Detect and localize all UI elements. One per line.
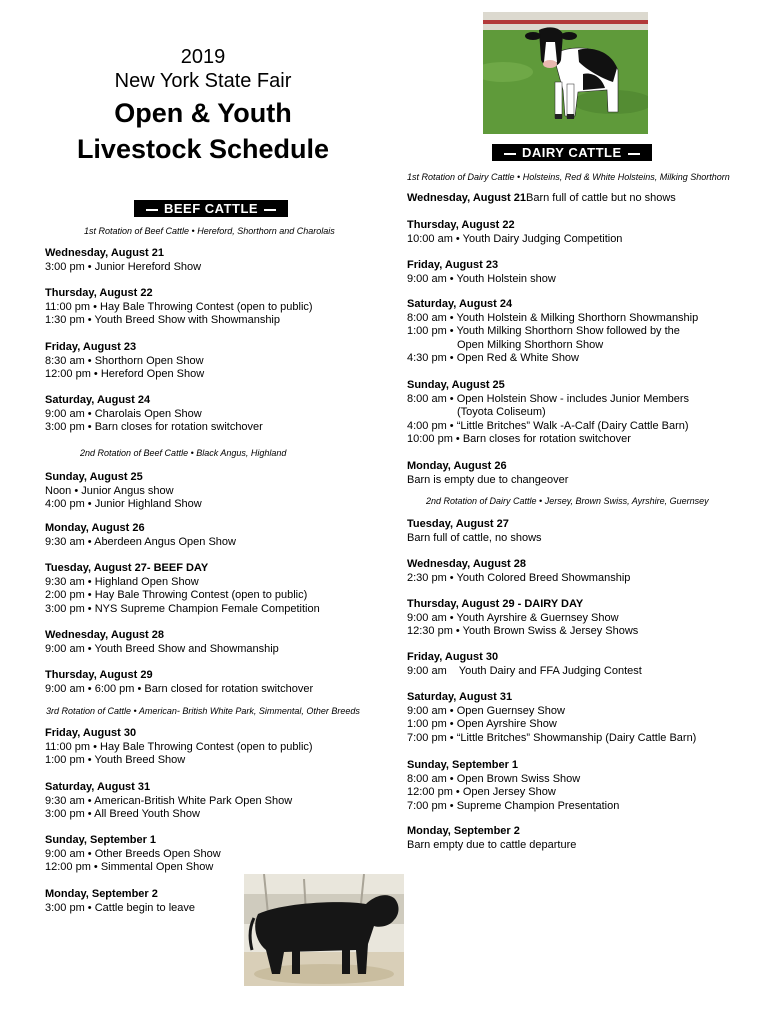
day-date: Wednesday, August 21 [407, 192, 526, 204]
schedule-day [407, 219, 622, 246]
event-line: 12:00 pm • Simmental Open Show [45, 861, 214, 873]
holstein-cow-photo [483, 12, 648, 134]
event-line: 7:00 pm • Supreme Champion Presentation [407, 799, 620, 812]
schedule-day [407, 259, 556, 286]
event-line: 3:00 pm • Junior Hereford Show [45, 260, 202, 273]
day-date: Wednesday, August 28 [45, 629, 164, 641]
day-date: Saturday, August 24 [45, 394, 151, 406]
day-date: Saturday, August 31 [45, 781, 151, 793]
schedule-day [45, 471, 202, 512]
event-line: 8:00 am • Open Holstein Show - includes Junior Members [407, 392, 690, 405]
event-line: 10:00 pm • Barn closes for rotation switchover [407, 433, 631, 445]
event-line: Barn full of cattle, no shows [407, 531, 542, 544]
event-line: (Toyota Coliseum) [457, 406, 546, 418]
day-date: Tuesday, August 27- BEEF DAY [45, 562, 209, 574]
day-date: Thursday, August 29 - DAIRY DAY [407, 598, 584, 610]
event-line: 3:00 pm • Cattle begin to leave [45, 901, 195, 914]
event-line: 9:00 am • Other Breeds Open Show [45, 847, 221, 860]
event-line: 8:00 am • Open Brown Swiss Show [407, 772, 581, 785]
event-line: 1:00 pm • Youth Milking Shorthorn Show followed by the [407, 325, 680, 337]
event-line: Open Milking Shorthorn Show [457, 338, 604, 351]
event-line: Noon • Junior Angus show [45, 484, 174, 497]
schedule-day [45, 629, 279, 656]
day-date: Thursday, August 22 [407, 219, 515, 231]
event-line: 12:00 pm • Open Jersey Show [407, 786, 556, 798]
event-line: 9:30 am • American-British White Park Open Show [45, 794, 293, 807]
day-date: Sunday, August 25 [407, 379, 505, 391]
event-line: 2:00 pm • Hay Bale Throwing Contest (open to public) [45, 589, 308, 601]
day-date: Sunday, August 25 [45, 471, 143, 483]
event-line: 9:00 am • Open Guernsey Show [407, 704, 565, 717]
event-line: 9:00 am • Youth Breed Show and Showmanship [45, 642, 279, 655]
day-date: Monday, August 26 [45, 522, 145, 534]
event-line: 3:00 pm • NYS Supreme Champion Female Competition [45, 602, 320, 615]
event-line: 1:00 pm • Open Ayrshire Show [407, 718, 557, 730]
event-line: Barn is empty due to changeover [407, 473, 569, 486]
day-date: Wednesday, August 28 [407, 558, 526, 570]
dash-icon [628, 153, 640, 155]
header-year: 2019 [180, 46, 226, 68]
day-date: Friday, August 23 [407, 259, 499, 271]
event-line: 3:00 pm • Barn closes for rotation switchover [45, 421, 263, 433]
dairy-rotation-2: 2nd Rotation of Dairy Cattle • Jersey, Brown Swiss, Ayrshire, Guernsey [426, 496, 709, 506]
schedule-day [407, 691, 696, 745]
event-line: 8:00 am • Youth Holstein & Milking Shorthorn Showmanship [407, 311, 699, 324]
header-fair: New York State Fair [114, 70, 292, 92]
schedule-day [407, 379, 689, 447]
beef-banner-label: BEEF CATTLE [164, 201, 259, 216]
event-line: 4:30 pm • Open Red & White Show [407, 352, 579, 364]
schedule-day [407, 298, 698, 366]
beef-rotation-1: 1st Rotation of Beef Cattle • Hereford, Shorthorn and Charolais [84, 226, 335, 236]
day-date: Sunday, September 1 [407, 759, 519, 771]
day-date: Tuesday, August 27 [407, 518, 509, 530]
schedule-day [407, 192, 676, 206]
beef-rotation-2: 2nd Rotation of Beef Cattle • Black Angus, Highland [80, 448, 287, 458]
event-line: 12:00 pm • Hereford Open Show [45, 368, 205, 380]
day-date: Friday, August 23 [45, 341, 137, 353]
dairy-cattle-banner [492, 144, 652, 161]
schedule-day [45, 562, 320, 616]
day-date: Monday, August 26 [407, 460, 507, 472]
day-date: Friday, August 30 [45, 727, 137, 739]
event-line: 2:30 pm • Youth Colored Breed Showmanship [407, 571, 631, 584]
schedule-day [45, 888, 195, 915]
schedule-day [45, 287, 313, 328]
event-line: 8:30 am • Shorthorn Open Show [45, 354, 204, 367]
event-line: 9:00 am • 6:00 pm • Barn closed for rotation switchover [45, 682, 314, 695]
event-line: Barn empty due to cattle departure [407, 838, 577, 851]
event-line: 1:00 pm • Youth Breed Show [45, 754, 186, 766]
schedule-day [407, 558, 630, 585]
day-date: Thursday, August 29 [45, 669, 153, 681]
schedule-day [407, 825, 576, 852]
event-line: 9:00 am Youth Dairy and FFA Judging Contest [407, 664, 642, 677]
day-date: Thursday, August 22 [45, 287, 153, 299]
schedule-day [407, 651, 642, 678]
event-line: 7:00 pm • “Little Britches” Showmanship (Dairy Cattle Barn) [407, 731, 697, 744]
event-line: 9:00 am • Youth Ayrshire & Guernsey Show [407, 611, 619, 624]
event-line: 4:00 pm • Junior Highland Show [45, 498, 202, 510]
schedule-day [45, 669, 313, 696]
angus-bull-photo [244, 874, 404, 986]
schedule-day [45, 394, 263, 435]
schedule-day [407, 518, 542, 545]
dash-icon [146, 209, 158, 211]
event-line: 9:00 am • Charolais Open Show [45, 407, 202, 420]
schedule-day [45, 341, 204, 382]
schedule-day [45, 727, 313, 768]
schedule-day [45, 781, 292, 822]
schedule-day [45, 247, 201, 274]
event-line: 4:00 pm • “Little Britches” Walk -A-Calf (Dairy Cattle Barn) [407, 419, 689, 432]
beef-cattle-banner [134, 200, 288, 217]
event-line: 11:00 pm • Hay Bale Throwing Contest (open to public) [45, 740, 313, 753]
event-line: 9:30 am • Highland Open Show [45, 575, 199, 588]
schedule-day [407, 598, 638, 639]
event-line: 11:00 pm • Hay Bale Throwing Contest (open to public) [45, 300, 313, 313]
dash-icon [264, 209, 276, 211]
dairy-rotation-1: 1st Rotation of Dairy Cattle • Holsteins, Red & White Holsteins, Milking Shorthorn [407, 172, 730, 182]
day-date: Monday, September 2 [407, 825, 520, 837]
page-title-line2: Livestock Schedule [76, 134, 330, 164]
schedule-day [45, 522, 236, 549]
day-date: Wednesday, August 21 [45, 247, 164, 259]
event-line: 1:30 pm • Youth Breed Show with Showmanship [45, 314, 280, 326]
day-date: Monday, September 2 [45, 888, 158, 900]
event-line: 9:00 am • Youth Holstein show [407, 272, 556, 285]
event-line: 10:00 am • Youth Dairy Judging Competition [407, 232, 623, 245]
dairy-banner-label: DAIRY CATTLE [522, 145, 622, 160]
beef-rotation-3: 3rd Rotation of Cattle • American- British White Park, Simmental, Other Breeds [46, 706, 360, 716]
event-line: 12:30 pm • Youth Brown Swiss & Jersey Shows [407, 625, 639, 637]
page-title-line1: Open & Youth [114, 98, 292, 128]
event-line: Barn full of cattle but no shows [526, 192, 676, 204]
dash-icon [504, 153, 516, 155]
event-line: 9:30 am • Aberdeen Angus Open Show [45, 535, 236, 548]
schedule-day [407, 460, 568, 487]
day-date: Friday, August 30 [407, 651, 499, 663]
event-line: 3:00 pm • All Breed Youth Show [45, 808, 200, 820]
day-date: Saturday, August 24 [407, 298, 513, 310]
day-date: Sunday, September 1 [45, 834, 157, 846]
day-date: Saturday, August 31 [407, 691, 513, 703]
schedule-day [45, 834, 221, 875]
schedule-day [407, 759, 619, 813]
